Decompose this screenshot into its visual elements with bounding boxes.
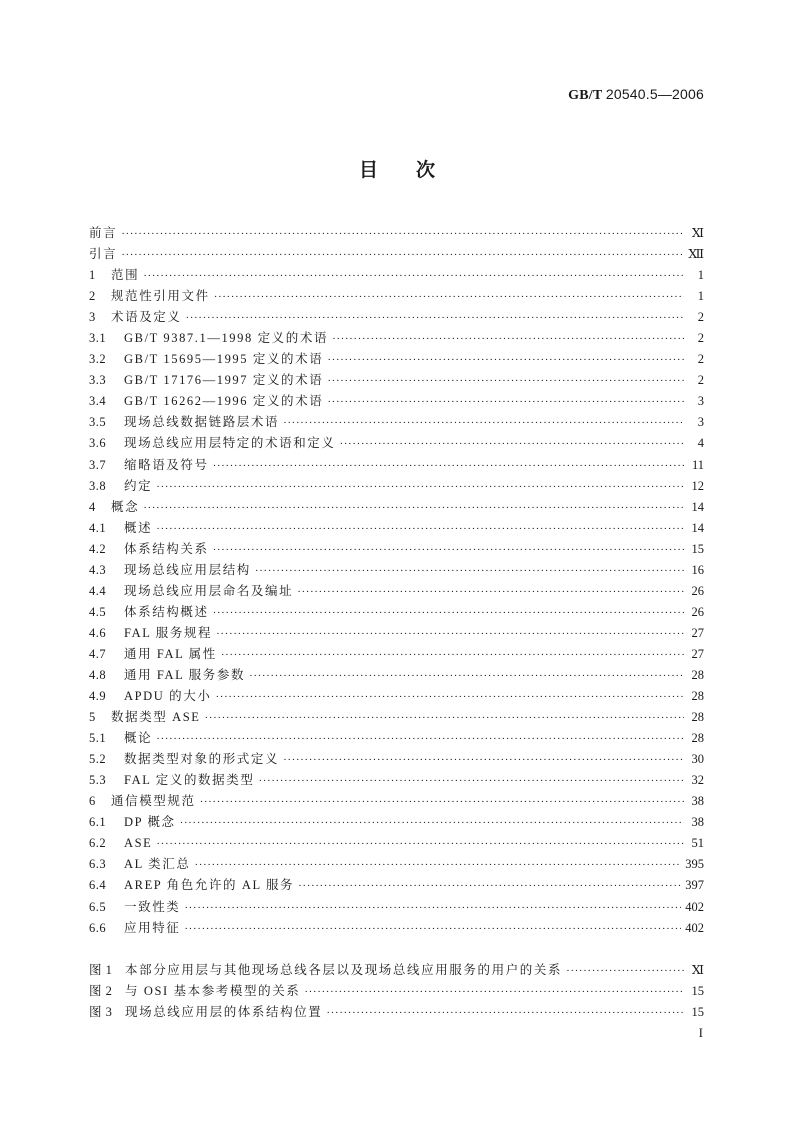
dot-leader — [121, 224, 684, 245]
entry-page-number: 26 — [691, 583, 704, 598]
entry-number: 6.3 — [89, 857, 107, 872]
entry-number: 3.7 — [89, 457, 107, 472]
entry-page-number: 3 — [697, 394, 704, 409]
entry-page-number: 402 — [685, 899, 704, 914]
entry-title: APDU 的大小 — [124, 689, 212, 704]
footer-page-number: I — [698, 1025, 703, 1040]
entry-page-number: Ⅺ — [691, 226, 704, 240]
toc-entry[interactable] — [89, 223, 704, 244]
entry-title: 规范性引用文件 — [111, 289, 210, 304]
entry-number: 4.6 — [89, 625, 107, 640]
dot-leader — [214, 287, 684, 308]
dot-leader — [340, 434, 684, 455]
dot-leader — [143, 266, 684, 287]
dot-leader — [180, 813, 684, 834]
entry-title: GB/T 9387.1—1998 定义的术语 — [124, 331, 329, 346]
entry-title: 现场总线应用层命名及编址 — [124, 583, 294, 598]
entry-number: 6.1 — [89, 815, 107, 830]
toc-entry[interactable] — [89, 518, 704, 539]
toc-entry[interactable] — [89, 644, 704, 665]
entry-number: 5 — [89, 710, 96, 725]
entry-title: 本部分应用层与其他现场总线各层以及现场总线应用服务的用户的关系 — [125, 963, 563, 977]
page-title-left: 目 — [358, 159, 378, 181]
entry-title: GB/T 15695—1995 定义的术语 — [124, 352, 324, 367]
entry-number: 3.5 — [89, 415, 107, 430]
entry-title: 约定 — [124, 478, 153, 493]
entry-page-number: 51 — [691, 836, 704, 851]
entry-page-number: 15 — [691, 1005, 704, 1020]
entry-page-number: 1 — [697, 268, 704, 283]
page-title — [0, 155, 794, 182]
entry-page-number: 15 — [691, 984, 704, 999]
toc-entry[interactable] — [89, 707, 704, 728]
entry-title: 现场总线应用层特定的术语和定义 — [124, 436, 336, 451]
entry-number: 5.1 — [89, 731, 107, 746]
entry-number: 4 — [89, 499, 96, 514]
toc-entry[interactable] — [89, 749, 704, 770]
toc-entry[interactable] — [89, 833, 704, 854]
toc-entry[interactable] — [89, 286, 704, 307]
page-title-right: 次 — [416, 159, 436, 181]
entry-page-number: 28 — [691, 731, 704, 746]
entry-page-number: 26 — [691, 604, 704, 619]
dot-leader — [156, 834, 684, 855]
entry-number: 3.2 — [89, 352, 107, 367]
entry-page-number: 15 — [691, 541, 704, 556]
entry-title: ASE — [124, 836, 153, 851]
entry-number: 4.5 — [89, 604, 107, 619]
entry-number: 3.8 — [89, 478, 107, 493]
dot-leader — [255, 561, 684, 582]
dot-leader — [326, 1003, 684, 1024]
entry-title: 数据类型 ASE — [111, 710, 201, 725]
entry-page-number: 38 — [691, 815, 704, 830]
standard-code — [568, 86, 704, 104]
toc-entry[interactable] — [89, 581, 704, 602]
entry-number: 6.5 — [89, 899, 107, 914]
entry-page-number: 30 — [691, 752, 704, 767]
dot-leader — [221, 645, 684, 666]
entry-number: 4.2 — [89, 541, 107, 556]
entry-page-number: 1 — [697, 289, 704, 304]
entry-title: 概述 — [124, 520, 153, 535]
entry-page-number: 402 — [685, 920, 704, 935]
entry-title: 体系结构概述 — [124, 604, 209, 619]
dot-leader — [213, 456, 684, 477]
entry-title: GB/T 17176—1997 定义的术语 — [124, 373, 324, 388]
dot-leader — [184, 919, 681, 940]
table-of-contents — [89, 223, 704, 939]
entry-page-number: 397 — [685, 878, 704, 893]
entry-title: 术语及定义 — [111, 310, 182, 325]
entry-number: 3 — [89, 310, 96, 325]
toc-entry[interactable] — [89, 623, 704, 644]
entry-page-number: 2 — [697, 331, 704, 346]
entry-number: 5.3 — [89, 773, 107, 788]
entry-number: 4.3 — [89, 562, 107, 577]
dot-leader — [304, 982, 684, 1003]
entry-page-number: 28 — [691, 667, 704, 682]
dot-leader — [216, 624, 684, 645]
entry-number: 3.4 — [89, 394, 107, 409]
entry-title: 前言 — [89, 226, 118, 240]
entry-number: 4.7 — [89, 646, 107, 661]
toc-entry[interactable] — [89, 497, 704, 518]
dot-leader — [566, 961, 684, 982]
dot-leader — [156, 519, 684, 540]
toc-entry[interactable] — [89, 539, 704, 560]
entry-page-number: 2 — [697, 310, 704, 325]
entry-title: 现场总线应用层结构 — [124, 562, 251, 577]
dot-leader — [327, 371, 684, 392]
toc-entry[interactable] — [89, 770, 704, 791]
entry-title: 通信模型规范 — [111, 794, 196, 809]
entry-title: 概论 — [124, 731, 153, 746]
toc-entry[interactable] — [89, 328, 704, 349]
entry-title: 概念 — [111, 499, 140, 514]
entry-title: 通用 FAL 属性 — [124, 646, 217, 661]
entry-title: 引言 — [89, 247, 118, 262]
entry-page-number: 11 — [691, 457, 704, 472]
entry-title: 一致性类 — [124, 899, 181, 914]
entry-title: FAL 服务规程 — [124, 625, 213, 640]
entry-page-number: 2 — [697, 352, 704, 367]
toc-entry[interactable] — [89, 370, 704, 391]
entry-number: 3.1 — [89, 331, 107, 346]
entry-title: AREP 角色允许的 AL 服务 — [124, 878, 295, 893]
list-of-figures — [89, 960, 704, 1023]
entry-title: DP 概念 — [124, 815, 176, 830]
entry-number: 图 2 — [89, 984, 113, 999]
entry-page-number: 14 — [691, 520, 704, 535]
dot-leader — [194, 855, 681, 876]
entry-number: 4.9 — [89, 689, 107, 704]
entry-page-number: 28 — [691, 710, 704, 725]
dot-leader — [215, 687, 684, 708]
dot-leader — [121, 245, 684, 266]
toc-entry[interactable] — [89, 812, 704, 833]
dot-leader — [327, 392, 684, 413]
entry-number: 图 1 — [89, 963, 113, 977]
standard-number: 20540.5—2006 — [605, 86, 704, 102]
entry-title: 通用 FAL 服务参数 — [124, 667, 246, 682]
entry-number: 3.3 — [89, 373, 107, 388]
dot-leader — [156, 477, 684, 498]
entry-title: FAL 定义的数据类型 — [124, 773, 255, 788]
entry-number: 4.4 — [89, 583, 107, 598]
standard-prefix: GB/T — [568, 88, 603, 103]
entry-number: 6.2 — [89, 836, 107, 851]
entry-page-number: 27 — [691, 646, 704, 661]
entry-page-number: 38 — [691, 794, 704, 809]
entry-title: 现场总线数据链路层术语 — [124, 415, 280, 430]
entry-page-number: 12 — [691, 478, 704, 493]
entry-title: 与 OSI 基本参考模型的关系 — [125, 984, 301, 999]
entry-page-number: 27 — [691, 625, 704, 640]
dot-leader — [184, 898, 681, 919]
entry-page-number: Ⅺ — [691, 963, 704, 977]
entry-title: 范围 — [111, 268, 140, 283]
entry-number: 3.6 — [89, 436, 107, 451]
entry-title: GB/T 16262—1996 定义的术语 — [124, 394, 324, 409]
dot-leader — [156, 729, 684, 750]
toc-entry[interactable] — [89, 433, 704, 454]
toc-entry[interactable] — [89, 455, 704, 476]
entry-page-number: Ⅻ — [688, 247, 704, 262]
dot-leader — [249, 666, 684, 687]
entry-title: 缩略语及符号 — [124, 457, 209, 472]
dot-leader — [297, 582, 684, 603]
dot-leader — [327, 350, 684, 371]
entry-page-number: 32 — [691, 773, 704, 788]
dot-leader — [332, 329, 684, 350]
dot-leader — [213, 540, 684, 561]
entry-page-number: 4 — [697, 436, 704, 451]
toc-entry[interactable] — [89, 686, 704, 707]
toc-entry[interactable] — [89, 665, 704, 686]
toc-entry[interactable] — [89, 265, 704, 286]
toc-entry[interactable] — [89, 307, 704, 328]
entry-title: 现场总线应用层的体系结构位置 — [125, 1005, 323, 1020]
entry-page-number: 2 — [697, 373, 704, 388]
figure-entry[interactable] — [89, 1002, 704, 1023]
toc-entry[interactable] — [89, 897, 704, 918]
dot-leader — [205, 708, 684, 729]
toc-entry[interactable] — [89, 476, 704, 497]
dot-leader — [200, 792, 684, 813]
entry-page-number: 28 — [691, 689, 704, 704]
dot-leader — [186, 308, 684, 329]
entry-page-number: 3 — [697, 415, 704, 430]
toc-entry[interactable] — [89, 728, 704, 749]
toc-entry[interactable] — [89, 412, 704, 433]
entry-number: 2 — [89, 289, 96, 304]
dot-leader — [283, 413, 684, 434]
dot-leader — [258, 771, 684, 792]
entry-title: 应用特征 — [124, 920, 181, 935]
toc-entry[interactable] — [89, 560, 704, 581]
figure-entry[interactable] — [89, 981, 704, 1002]
dot-leader — [143, 498, 684, 519]
entry-number: 6 — [89, 794, 96, 809]
entry-title: 体系结构关系 — [124, 541, 209, 556]
toc-entry[interactable] — [89, 349, 704, 370]
entry-number: 5.2 — [89, 752, 107, 767]
entry-title: AL 类汇总 — [124, 857, 191, 872]
entry-page-number: 16 — [691, 562, 704, 577]
entry-page-number: 395 — [685, 857, 704, 872]
entry-number: 4.1 — [89, 520, 107, 535]
toc-entry[interactable] — [89, 918, 704, 939]
toc-entry[interactable] — [89, 602, 704, 623]
toc-entry[interactable] — [89, 391, 704, 412]
entry-title: 数据类型对象的形式定义 — [124, 752, 280, 767]
dot-leader — [283, 750, 684, 771]
dot-leader — [213, 603, 684, 624]
toc-entry[interactable] — [89, 875, 704, 896]
entry-number: 6.4 — [89, 878, 107, 893]
entry-number: 1 — [89, 268, 96, 283]
entry-number: 6.6 — [89, 920, 107, 935]
toc-entry[interactable] — [89, 791, 704, 812]
entry-number: 图 3 — [89, 1005, 113, 1020]
figure-entry[interactable] — [89, 960, 704, 981]
dot-leader — [298, 876, 681, 897]
toc-entry[interactable] — [89, 854, 704, 875]
toc-entry[interactable] — [89, 244, 704, 265]
entry-page-number: 14 — [691, 499, 704, 514]
entry-number: 4.8 — [89, 667, 107, 682]
